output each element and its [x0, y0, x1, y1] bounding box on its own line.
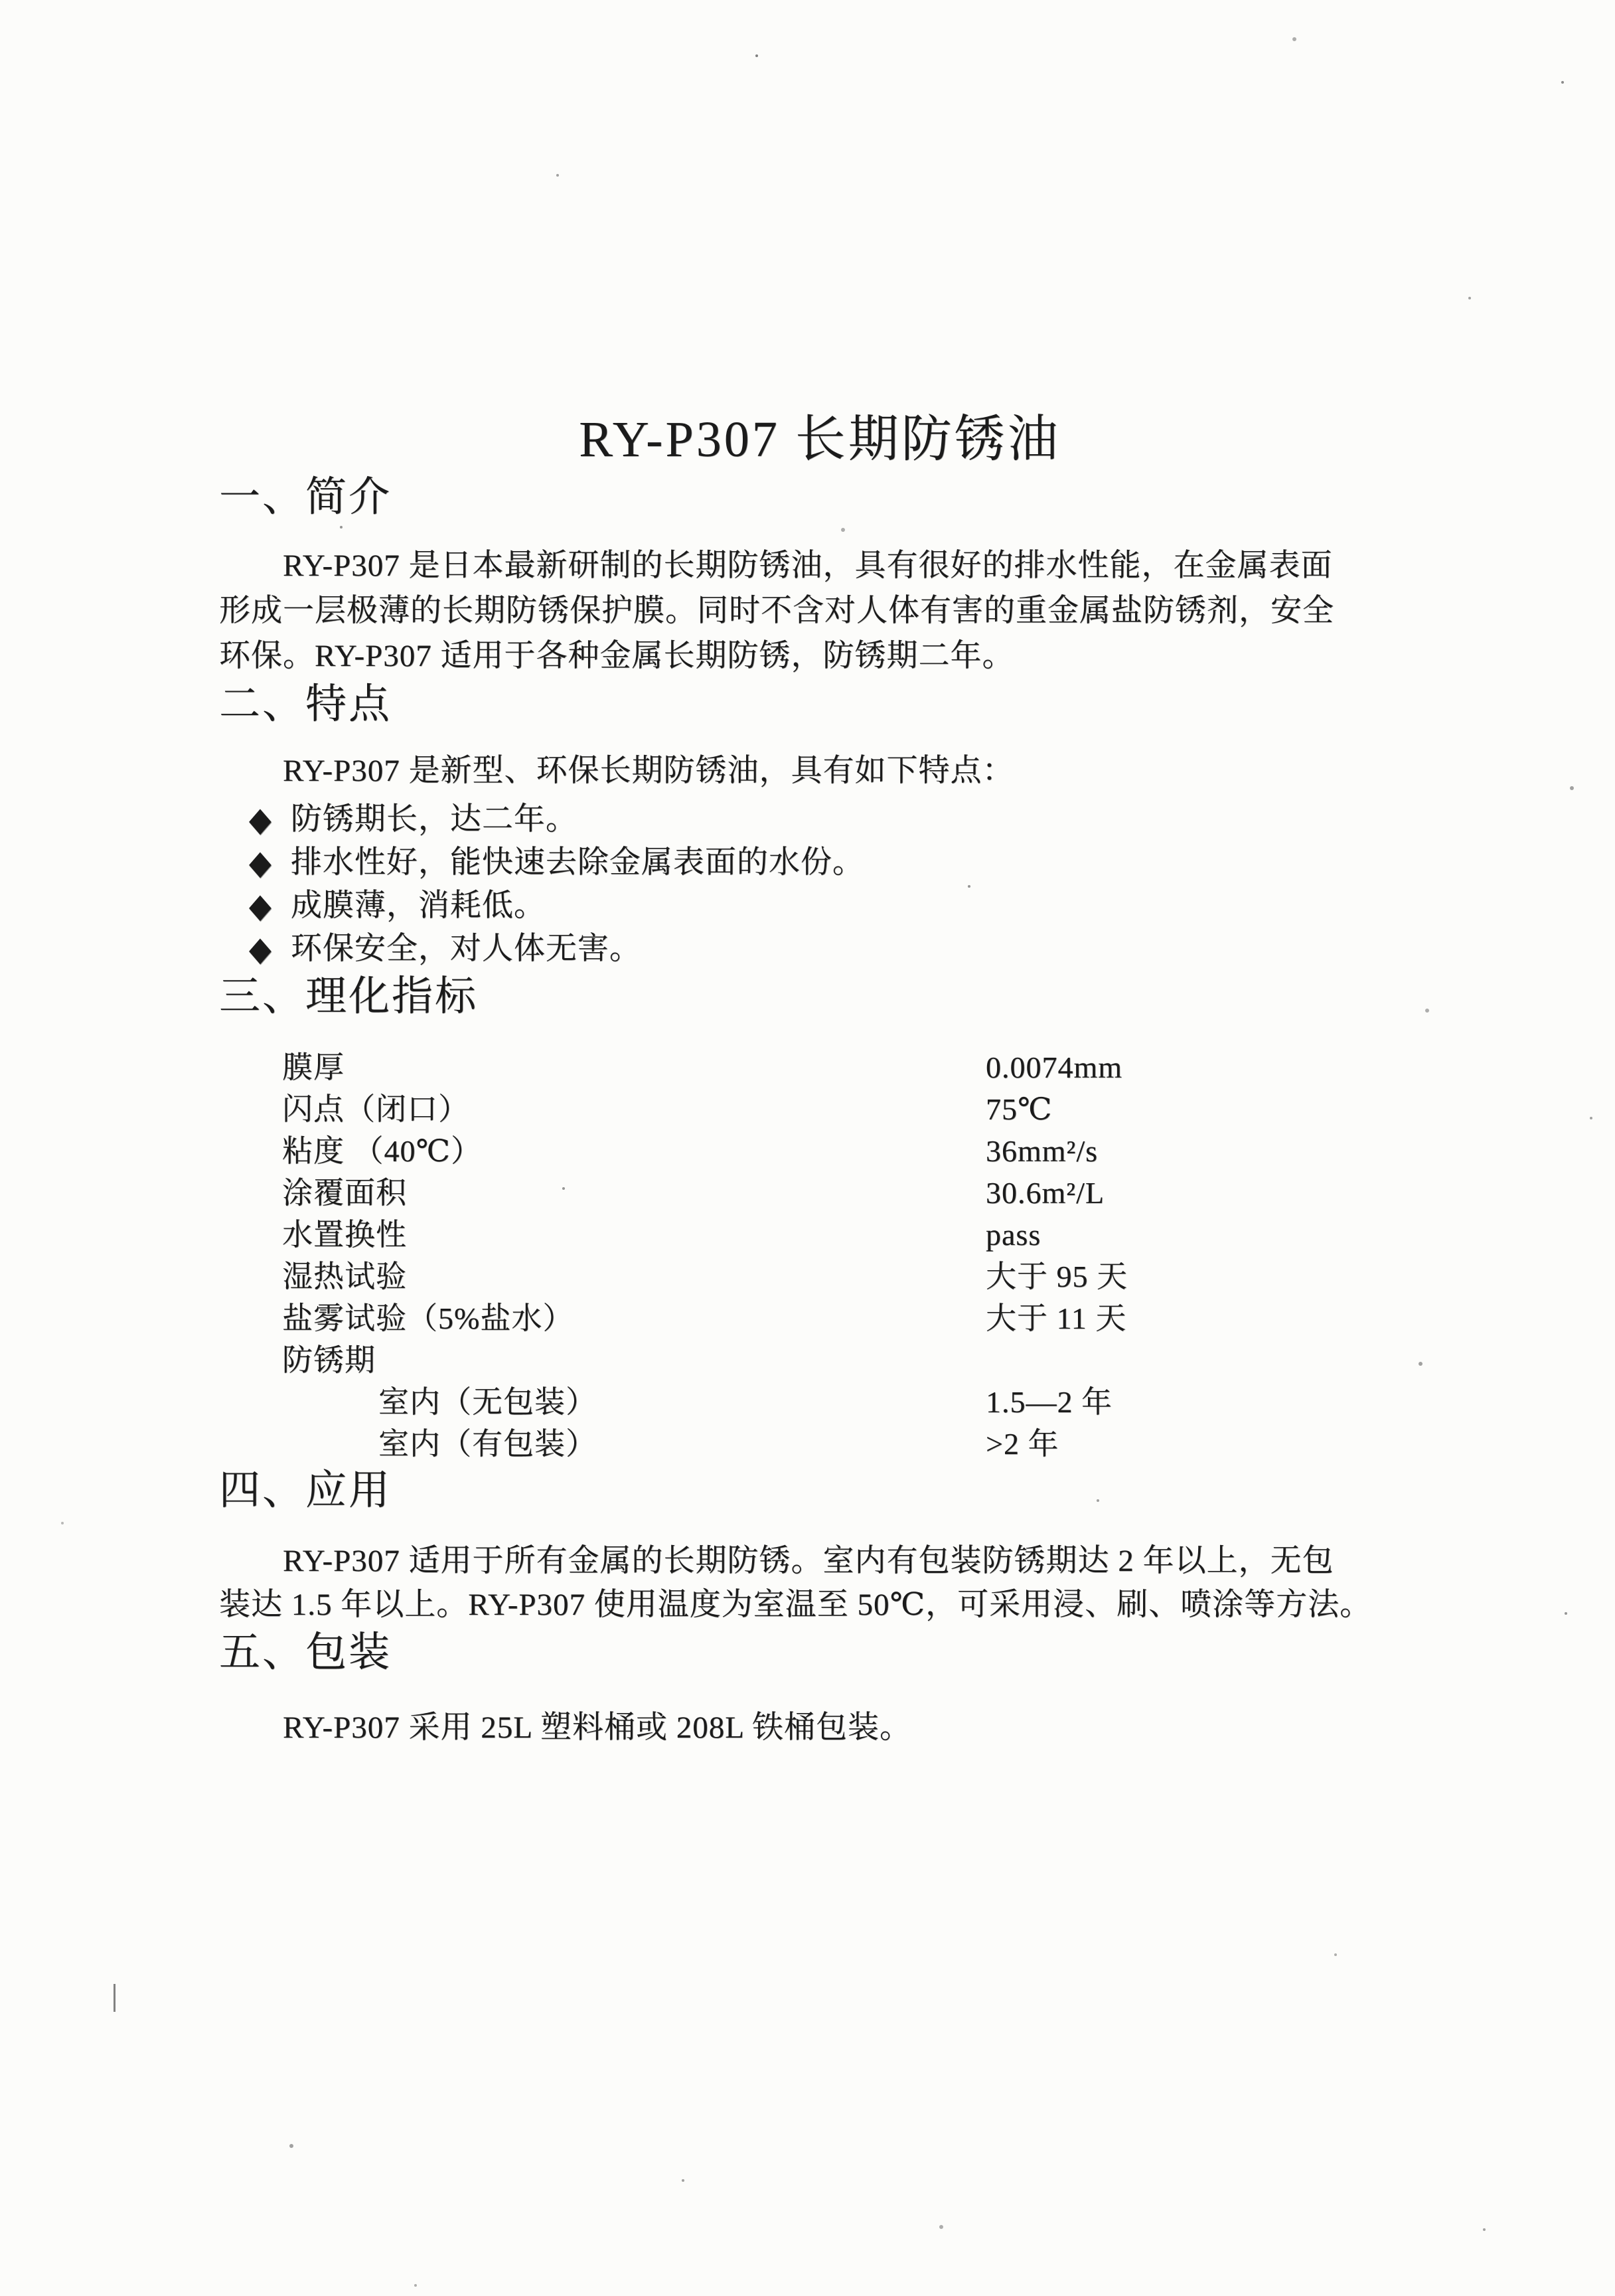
spec-label: 粘度 （40℃） [282, 1134, 482, 1168]
feature-item [219, 928, 1421, 971]
spec-label: 盐雾试验（5%盐水） [282, 1301, 574, 1335]
packaging-line: RY-P307 采用 25L 塑料桶或 208L 铁桶包装。 [283, 1710, 911, 1745]
scan-noise-specks [0, 0, 3, 3]
section-heading-packaging: 五、包装 [219, 1630, 392, 1675]
spec-row-rust-prevention-period [219, 1339, 1421, 1381]
spec-row-water-displacement [219, 1214, 1421, 1256]
spec-label: 防锈期 [282, 1343, 376, 1377]
feature-item [219, 798, 1421, 841]
spec-label: 水置换性 [282, 1218, 407, 1252]
spec-label: 室内（无包装） [378, 1385, 597, 1419]
diamond-bullet-icon: ◆ [249, 844, 272, 882]
spec-value: >2 年 [986, 1427, 1059, 1461]
spec-value: 0.0074mm [986, 1050, 1123, 1084]
document-content [219, 0, 1421, 1750]
spec-value: pass [986, 1218, 1041, 1252]
spec-label: 室内（有包装） [378, 1427, 597, 1461]
packaging-paragraph [219, 1705, 1421, 1750]
application-line: 装达 1.5 年以上。RY-P307 使用温度为室温至 50℃，可采用浸、刷、喷涂等方法。 [219, 1588, 1372, 1622]
spec-row-flash-point [219, 1088, 1421, 1130]
intro-line: RY-P307 是日本最新研制的长期防锈油，具有很好的排水性能，在金属表面 [283, 548, 1333, 583]
diamond-bullet-icon: ◆ [249, 887, 272, 925]
feature-item [219, 884, 1421, 928]
feature-item [219, 841, 1421, 884]
spec-value: 36mm²/s [986, 1134, 1099, 1168]
spec-row-humidity-test [219, 1256, 1421, 1297]
spec-row-indoor-packaged [219, 1423, 1421, 1465]
spec-label: 闪点（闭口） [282, 1092, 469, 1126]
spec-value: 75℃ [986, 1092, 1053, 1126]
spec-label: 湿热试验 [282, 1260, 407, 1293]
feature-text: 环保安全，对人体无害。 [290, 932, 641, 966]
spec-value: 大于 11 天 [986, 1301, 1127, 1335]
spec-label: 膜厚 [282, 1050, 345, 1084]
spec-row-indoor-unpackaged [219, 1381, 1421, 1423]
spec-row-salt-spray-test [219, 1297, 1421, 1339]
section-heading-application: 四、应用 [219, 1468, 392, 1513]
section-heading-intro: 一、简介 [219, 475, 392, 520]
spec-row-film-thickness [219, 1046, 1421, 1088]
spec-row-coverage [219, 1172, 1421, 1214]
application-paragraph [219, 1539, 1421, 1627]
spec-label: 涂覆面积 [282, 1176, 407, 1210]
diamond-bullet-icon: ◆ [249, 801, 272, 839]
section-heading-features: 二、特点 [219, 682, 392, 727]
intro-paragraph [219, 543, 1421, 679]
spec-value: 大于 95 天 [986, 1260, 1128, 1293]
spec-table [219, 1046, 1421, 1465]
feature-text: 防锈期长，达二年。 [290, 802, 577, 837]
spec-value: 30.6m²/L [986, 1176, 1105, 1210]
intro-line: 环保。RY-P307 适用于各种金属长期防锈，防锈期二年。 [219, 639, 1014, 673]
intro-line: 形成一层极薄的长期防锈保护膜。同时不含对人体有害的重金属盐防锈剂，安全 [219, 594, 1334, 628]
features-list [219, 798, 1421, 971]
spec-row-viscosity [219, 1130, 1421, 1172]
features-lead: RY-P307 是新型、环保长期防锈油，具有如下特点： [283, 754, 1014, 788]
feature-text: 排水性好，能快速去除金属表面的水份。 [290, 845, 864, 880]
scan-edge-mark [114, 1984, 115, 2012]
feature-text: 成膜薄，消耗低。 [290, 888, 546, 923]
document-title: RY-P307 长期防锈油 [579, 412, 1061, 467]
section-heading-specs: 三、理化指标 [219, 974, 479, 1019]
diamond-bullet-icon: ◆ [249, 930, 272, 968]
spec-value: 1.5—2 年 [986, 1385, 1113, 1419]
application-line: RY-P307 适用于所有金属的长期防锈。室内有包装防锈期达 2 年以上，无包 [283, 1544, 1334, 1578]
